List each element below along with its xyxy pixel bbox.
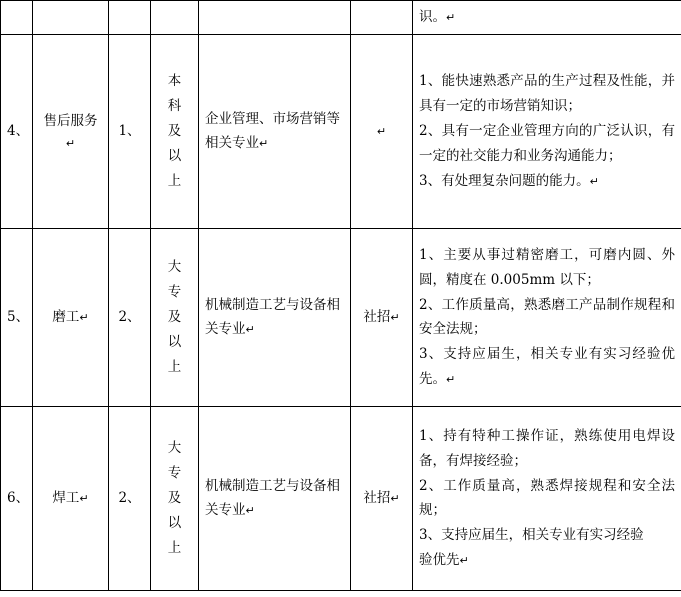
requirement-fragment: 识。 xyxy=(419,9,446,25)
education-line: 及 xyxy=(167,308,182,325)
requirement-item xyxy=(419,548,675,573)
education-line: 以 xyxy=(167,514,182,531)
cell-index xyxy=(1,228,33,406)
education-line: 本 xyxy=(167,73,182,90)
requirement-item xyxy=(419,169,675,194)
channel-value: 社招 xyxy=(363,308,391,325)
education-line: 科 xyxy=(167,98,182,115)
education-line: 上 xyxy=(167,172,182,189)
pilcrow-mark: ↵ xyxy=(245,504,255,518)
cell-count xyxy=(109,406,151,590)
post-value: 焊工 xyxy=(52,489,80,506)
cell-post xyxy=(33,34,109,228)
major-value: 机械制造工艺与设备相关专业 xyxy=(205,296,340,338)
requirement-item xyxy=(419,342,675,392)
cell-major xyxy=(199,1,351,35)
cell-major xyxy=(199,406,351,590)
count-value: 1、 xyxy=(118,122,141,139)
education-line: 大 xyxy=(167,440,182,457)
cell-requirements xyxy=(413,228,681,406)
post-value: 磨工 xyxy=(52,308,80,325)
education-line: 上 xyxy=(167,358,182,375)
index-value: 6、 xyxy=(7,489,30,506)
cell-channel xyxy=(351,34,413,228)
cell-count xyxy=(109,34,151,228)
pilcrow-mark: ↵ xyxy=(446,373,456,387)
cell-channel xyxy=(351,1,413,35)
count-value: 2、 xyxy=(118,489,141,506)
cell-education xyxy=(151,34,199,228)
requirement-text: 3、支持应届生，相关专业有实习经验优先。 xyxy=(419,346,675,388)
count-value: 2、 xyxy=(118,308,141,325)
pilcrow-mark: ↵ xyxy=(79,310,89,324)
education-line: 大 xyxy=(167,259,182,276)
pilcrow-mark: ↵ xyxy=(459,554,469,568)
major-value: 企业管理、市场营销等相关专业 xyxy=(205,110,340,152)
cell-count xyxy=(109,1,151,35)
pilcrow-mark: ↵ xyxy=(79,491,89,505)
education-line: 以 xyxy=(167,147,182,164)
requirement-item: 3、支持应届生，相关专业有实习经验 xyxy=(419,527,644,544)
major-value: 机械制造工艺与设备相关专业 xyxy=(205,477,340,519)
cell-index xyxy=(1,406,33,590)
education-line: 以 xyxy=(167,333,182,350)
cell-post xyxy=(33,1,109,35)
index-value: 4、 xyxy=(7,122,30,139)
requirement-item: 2、工作质量高，熟悉焊接规程和安全法规； xyxy=(419,477,675,519)
table-row xyxy=(1,228,681,406)
table-row xyxy=(1,406,681,590)
cell-requirements xyxy=(413,1,681,35)
cell-requirements xyxy=(413,406,681,590)
cell-channel xyxy=(351,228,413,406)
pilcrow-mark: ↵ xyxy=(245,323,255,337)
pilcrow-mark: ↵ xyxy=(376,124,387,138)
pilcrow-mark: ↵ xyxy=(390,491,400,505)
requirement-item: 2、工作质量高，熟悉磨工产品制作规程和安全法规； xyxy=(419,296,675,338)
education-line: 上 xyxy=(167,539,182,556)
table-row xyxy=(1,1,681,35)
cell-post xyxy=(33,228,109,406)
cell-index xyxy=(1,34,33,228)
pilcrow-mark: ↵ xyxy=(65,136,76,150)
pilcrow-mark: ↵ xyxy=(446,11,456,24)
education-line: 及 xyxy=(167,122,182,139)
pilcrow-mark: ↵ xyxy=(589,174,599,188)
table-row xyxy=(1,34,681,228)
requirement-text: 3、有处理复杂问题的能力。 xyxy=(419,172,590,189)
requirement-item: 1、持有特种工操作证，熟练使用电焊设备，有焊接经验； xyxy=(419,427,675,469)
education-line: 专 xyxy=(167,284,182,301)
requirement-item: 1、主要从事过精密磨工，可磨内圆、外圆，精度在 0.005mm 以下； xyxy=(419,246,675,288)
cell-post xyxy=(33,406,109,590)
education-line: 专 xyxy=(167,465,182,482)
cell-count xyxy=(109,228,151,406)
requirement-item: 2、具有一定企业管理方向的广泛认识，有一定的社交能力和业务沟通能力； xyxy=(419,122,675,164)
pilcrow-mark: ↵ xyxy=(259,137,269,151)
cell-education xyxy=(151,406,199,590)
education-line: 及 xyxy=(167,489,182,506)
channel-value: 社招 xyxy=(363,489,391,506)
post-line: 售后服务 xyxy=(43,112,98,129)
index-value: 5、 xyxy=(7,308,30,325)
cell-major xyxy=(199,34,351,228)
cell-requirements xyxy=(413,34,681,228)
cell-education xyxy=(151,228,199,406)
cell-channel xyxy=(351,406,413,590)
requirement-item: 1、能快速熟悉产品的生产过程及性能，并具有一定的市场营销知识； xyxy=(419,73,675,115)
requirement-text: 验优先 xyxy=(419,552,460,569)
cell-major xyxy=(199,228,351,406)
cell-index xyxy=(1,1,33,35)
cell-education xyxy=(151,1,199,35)
pilcrow-mark: ↵ xyxy=(390,310,400,324)
